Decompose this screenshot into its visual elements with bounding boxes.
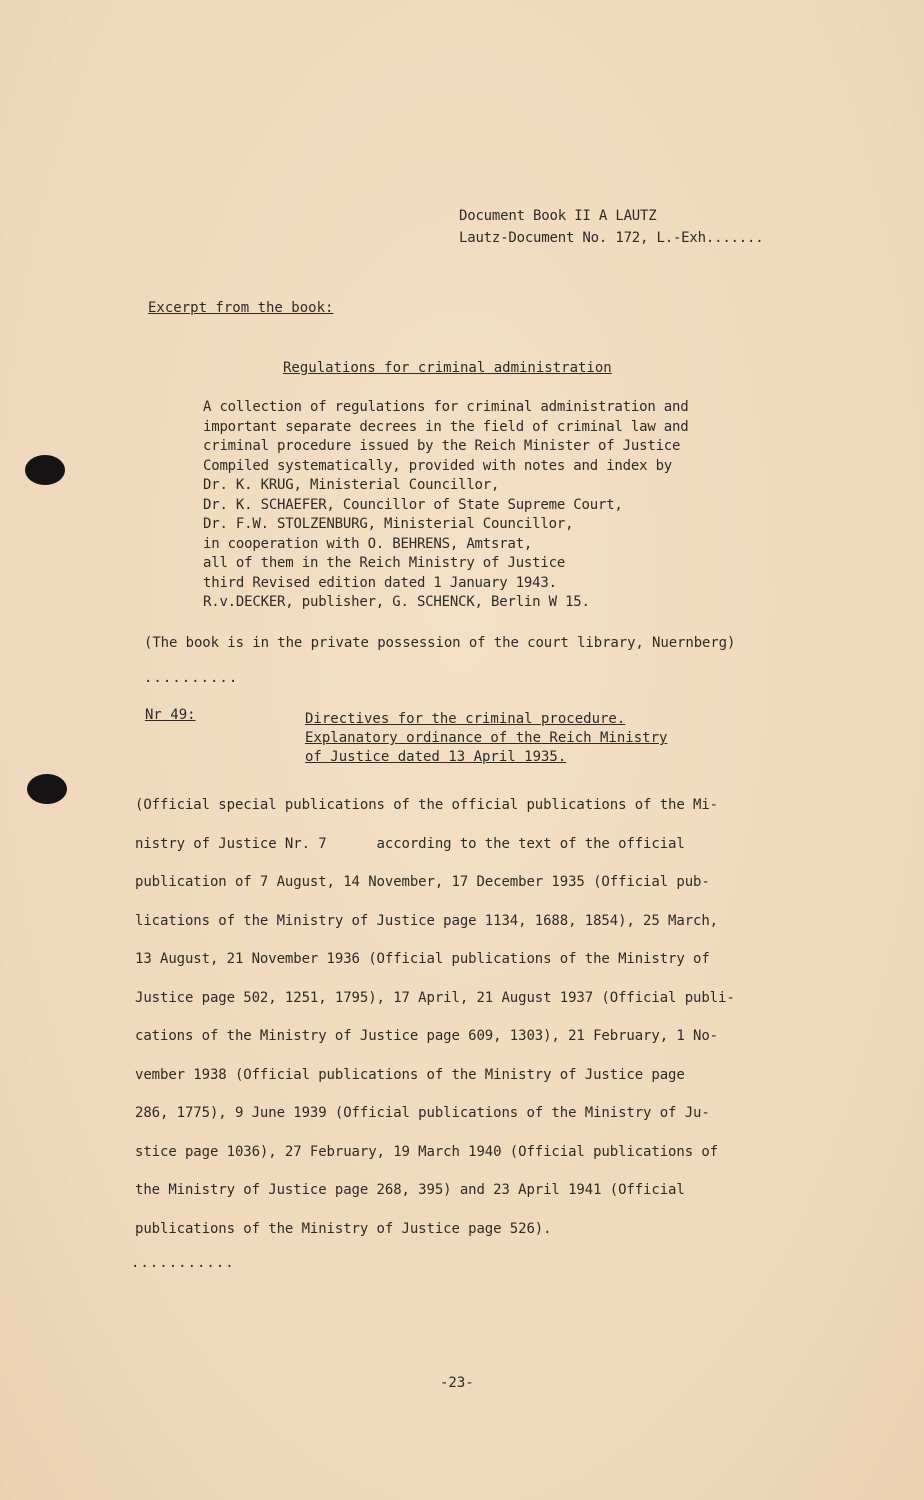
- document-book-line: Document Book II A LAUTZ: [459, 208, 657, 224]
- body-line: nistry of Justice Nr. 7 according to the text of the official: [135, 835, 685, 852]
- book-line: in cooperation with O. BEHRENS, Amtsrat,: [203, 535, 533, 552]
- book-line: criminal procedure issued by the Reich Minister of Justice: [203, 438, 681, 454]
- section-title-line: Explanatory ordinance of the Reich Ministry: [305, 730, 668, 746]
- punch-hole-bottom: [27, 774, 67, 804]
- body-line: 286, 1775), 9 June 1939 (Official publications of the Ministry of Ju-: [135, 1105, 710, 1121]
- punch-hole-top: [25, 455, 65, 485]
- book-line: R.v.DECKER, publisher, G. SCHENCK, Berlin W 15.: [203, 594, 590, 610]
- body-line: 13 August, 21 November 1936 (Official publications of the Ministry of: [135, 951, 710, 967]
- body-line: publications of the Ministry of Justice page 526).: [135, 1220, 552, 1237]
- section-title: [305, 710, 667, 767]
- book-line: Compiled systematically, provided with notes and index by: [203, 457, 673, 474]
- book-line: A collection of regulations for criminal administration and: [203, 399, 689, 415]
- book-description: [203, 398, 803, 613]
- excerpt-heading: Excerpt from the book:: [148, 300, 334, 316]
- body-line: vember 1938 (Official publications of the Ministry of Justice page: [135, 1066, 685, 1083]
- body-line: Justice page 502, 1251, 1795), 17 April, 21 August 1937 (Official publi-: [135, 989, 735, 1006]
- document-reference: [459, 205, 763, 249]
- body-paragraph: [135, 786, 835, 1248]
- body-line: stice page 1036), 27 February, 19 March 1940 (Official publications of: [135, 1143, 719, 1160]
- ellipsis-separator: ..........: [144, 670, 239, 686]
- document-number-line: Lautz-Document No. 172, L.-Exh.......: [459, 230, 764, 246]
- body-line: the Ministry of Justice page 268, 395) and 23 April 1941 (Official: [135, 1182, 685, 1198]
- page-number: -23-: [440, 1375, 474, 1391]
- body-line: cations of the Ministry of Justice page 609, 1303), 21 February, 1 No-: [135, 1028, 719, 1044]
- section-title-line: of Justice dated 13 April 1935.: [305, 749, 567, 765]
- book-line: Dr. K. SCHAEFER, Councillor of State Supreme Court,: [203, 496, 623, 513]
- book-title: Regulations for criminal administration: [283, 360, 612, 376]
- ellipsis-separator: ...........: [131, 1255, 235, 1271]
- book-line: important separate decrees in the field of criminal law and: [203, 418, 689, 435]
- body-line: lications of the Ministry of Justice page 1134, 1688, 1854), 25 March,: [135, 912, 719, 929]
- book-line: all of them in the Reich Ministry of Justice: [203, 555, 566, 571]
- book-line: third Revised edition dated 1 January 1943.: [203, 574, 557, 591]
- body-line: (Official special publications of the official publications of the Mi-: [135, 797, 719, 813]
- section-number: Nr 49:: [145, 707, 196, 723]
- section-title-line: Directives for the criminal procedure.: [305, 711, 626, 727]
- body-line: publication of 7 August, 14 November, 17 December 1935 (Official pub-: [135, 874, 710, 890]
- possession-note: (The book is in the private possession of the court library, Nuernberg): [144, 635, 736, 651]
- book-line: Dr. K. KRUG, Ministerial Councillor,: [203, 477, 500, 493]
- book-line: Dr. F.W. STOLZENBURG, Ministerial Councillor,: [203, 516, 574, 532]
